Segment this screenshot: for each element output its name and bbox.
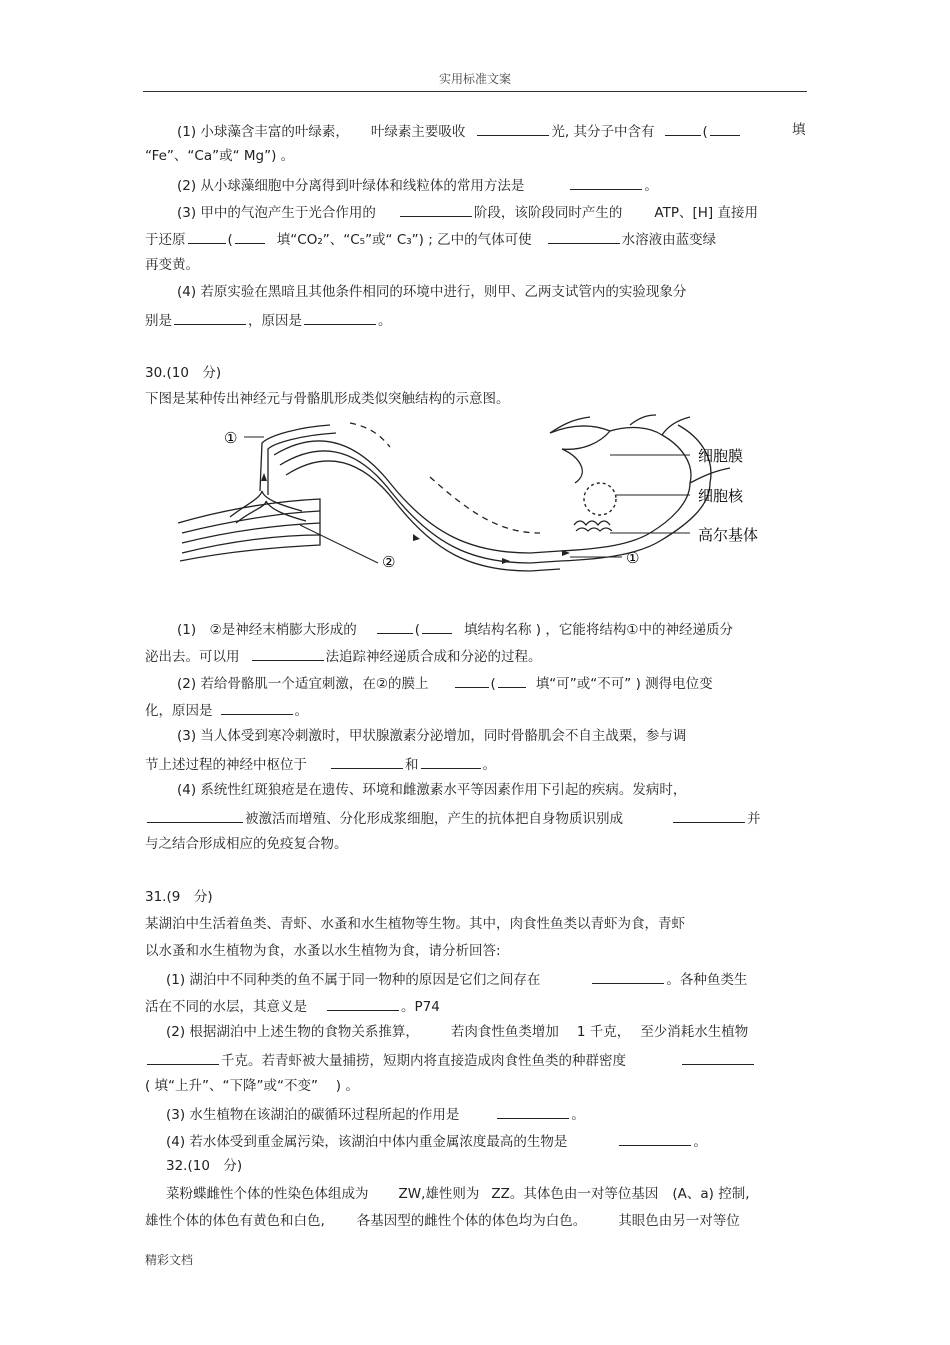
- q30-p3-line2: 节上述过程的神经中枢位于 和 。: [145, 754, 496, 774]
- answer-blank[interactable]: [174, 310, 246, 325]
- answer-blank[interactable]: [327, 996, 399, 1011]
- label-cell-membrane: 细胞膜: [698, 447, 744, 465]
- answer-blank[interactable]: [673, 808, 745, 823]
- q31-p3: (3) 水生植物在该湖泊的碳循环过程所起的作用是 。: [166, 1104, 585, 1124]
- q31-p2-line1: (2) 根据湖泊中上述生物的食物关系推算， 若肉食性鱼类增加 1 千克， 至少消耗水生植物: [166, 1024, 749, 1040]
- nucleus-shape: [584, 483, 616, 515]
- answer-blank[interactable]: [592, 969, 664, 984]
- page-header: 实用标准文案: [438, 72, 511, 86]
- label-2: ②: [382, 553, 396, 571]
- header-rule: [143, 91, 807, 92]
- answer-blank[interactable]: [235, 229, 265, 244]
- answer-blank[interactable]: [252, 646, 324, 661]
- synapse-diagram: [170, 413, 790, 581]
- q30-intro: 下图是某种传出神经元与骨骼肌形成类似突触结构的示意图。: [145, 391, 510, 407]
- q31-p2-line3: ( 填“上升”、“下降”或“不变” ) 。: [145, 1078, 359, 1094]
- label-1-left: ①: [224, 429, 238, 447]
- q30-p2-line2: 化，原因是 。: [145, 700, 308, 720]
- q30-heading: 30.(10 分): [145, 365, 222, 381]
- q32-heading: 32.(10 分): [166, 1158, 243, 1174]
- answer-blank[interactable]: [497, 1104, 569, 1119]
- q29-p1-tail: 填: [792, 122, 806, 138]
- answer-blank[interactable]: [221, 700, 293, 715]
- q29-p3-line3: 再变黄。: [145, 257, 199, 273]
- answer-blank[interactable]: [147, 808, 243, 823]
- answer-blank[interactable]: [570, 175, 642, 190]
- page-footer: 精彩文档: [145, 1253, 194, 1267]
- answer-blank[interactable]: [455, 673, 489, 688]
- q30-p4-line3: 与之结合形成相应的免疫复合物。: [145, 836, 348, 852]
- answer-blank[interactable]: [400, 202, 472, 217]
- answer-blank[interactable]: [477, 121, 549, 136]
- q31-p1-line2: 活在不同的水层，其意义是 。P74: [145, 996, 440, 1016]
- answer-blank[interactable]: [619, 1131, 691, 1146]
- skeletal-muscle: [178, 499, 320, 561]
- answer-blank[interactable]: [422, 619, 452, 634]
- answer-blank[interactable]: [710, 121, 740, 136]
- label-1-right: ①: [626, 549, 640, 567]
- q31-p2-line2: 千克。若青虾被大量捕捞，短期内将直接造成肉食性鱼类的种群密度: [145, 1050, 756, 1070]
- q30-p1-line1: (1) ②是神经末梢膨大形成的 ( 填结构名称 ) ，它能将结构①中的神经递质分: [177, 619, 733, 639]
- answer-blank[interactable]: [665, 121, 701, 136]
- q31-intro-line1: 某湖泊中生活着鱼类、青虾、水蚤和水生植物等生物。其中，肉食性鱼类以青虾为食，青虾: [145, 916, 685, 932]
- answer-blank[interactable]: [377, 619, 413, 634]
- q30-p3-line1: (3) 当人体受到寒冷刺激时，甲状腺激素分泌增加，同时骨骼肌会不自主战栗，参与调: [177, 728, 687, 744]
- q31-p1-line1: (1) 湖泊中不同种类的鱼不属于同一物种的原因是它们之间存在 。各种鱼类生: [166, 969, 747, 989]
- q32-line1: 菜粉蝶雌性个体的性染色体组成为 ZW,雄性则为 ZZ。其体色由一对等位基因 (A、a) 控制,: [166, 1186, 750, 1202]
- q31-p4: (4) 若水体受到重金属污染，该湖泊中体内重金属浓度最高的生物是 。: [166, 1131, 707, 1151]
- q29-p1-line1: (1) 小球藻含丰富的叶绿素， 叶绿素主要吸收 光, 其分子中含有 (: [177, 121, 742, 141]
- answer-blank[interactable]: [498, 673, 526, 688]
- label-nucleus: 细胞核: [698, 487, 744, 505]
- q30-p2-line1: (2) 若给骨骼肌一个适宜刺激，在②的膜上 ( 填“可”或“不可” ) 测得电位变: [177, 673, 713, 693]
- label-golgi: 高尔基体: [698, 526, 759, 544]
- answer-blank[interactable]: [682, 1050, 754, 1065]
- answer-blank[interactable]: [304, 310, 376, 325]
- q30-p1-line2: 泌出去。可以用 法追踪神经递质合成和分泌的过程。: [145, 646, 542, 666]
- answer-blank[interactable]: [548, 229, 620, 244]
- q31-intro-line2: 以水蚤和水生植物为食，水蚤以水生植物为食，请分析回答:: [145, 943, 501, 959]
- q29-p4-line1: (4) 若原实验在黑暗且其他条件相同的环境中进行，则甲、乙两支试管内的实验现象分: [177, 284, 687, 300]
- q29-p3-line2: 于还原 ( 填“CO₂”、“C₅”或“ C₃”) ; 乙中的气体可使 水溶液由蓝变绿: [145, 229, 716, 249]
- golgi-shape: [574, 521, 612, 531]
- answer-blank[interactable]: [188, 229, 226, 244]
- answer-blank[interactable]: [147, 1050, 219, 1065]
- q29-p4-line2: 别是 ，原因是 。: [145, 310, 392, 330]
- q32-line2: 雄性个体的体色有黄色和白色, 各基因型的雌性个体的体色均为白色。 其眼色由另一对等位: [145, 1213, 740, 1229]
- axon: [274, 423, 560, 571]
- answer-blank[interactable]: [421, 754, 481, 769]
- q29-p2: (2) 从小球藻细胞中分离得到叶绿体和线粒体的常用方法是 。: [177, 175, 658, 195]
- q29-p1-line2: “Fe”、“Ca”或“ Mg”) 。: [145, 148, 295, 164]
- q29-p3-line1: (3) 甲中的气泡产生于光合作用的 阶段，该阶段同时产生的 ATP、[H] 直接用: [177, 202, 758, 222]
- q30-p4-line1: (4) 系统性红斑狼疮是在遗传、环境和雌激素水平等因素作用下引起的疾病。发病时，: [177, 782, 687, 798]
- answer-blank[interactable]: [331, 754, 403, 769]
- q31-heading: 31.(9 分): [145, 889, 213, 905]
- q30-p4-line2: 被激活而增殖、分化形成浆细胞，产生的抗体把自身物质识别成 并: [145, 808, 761, 828]
